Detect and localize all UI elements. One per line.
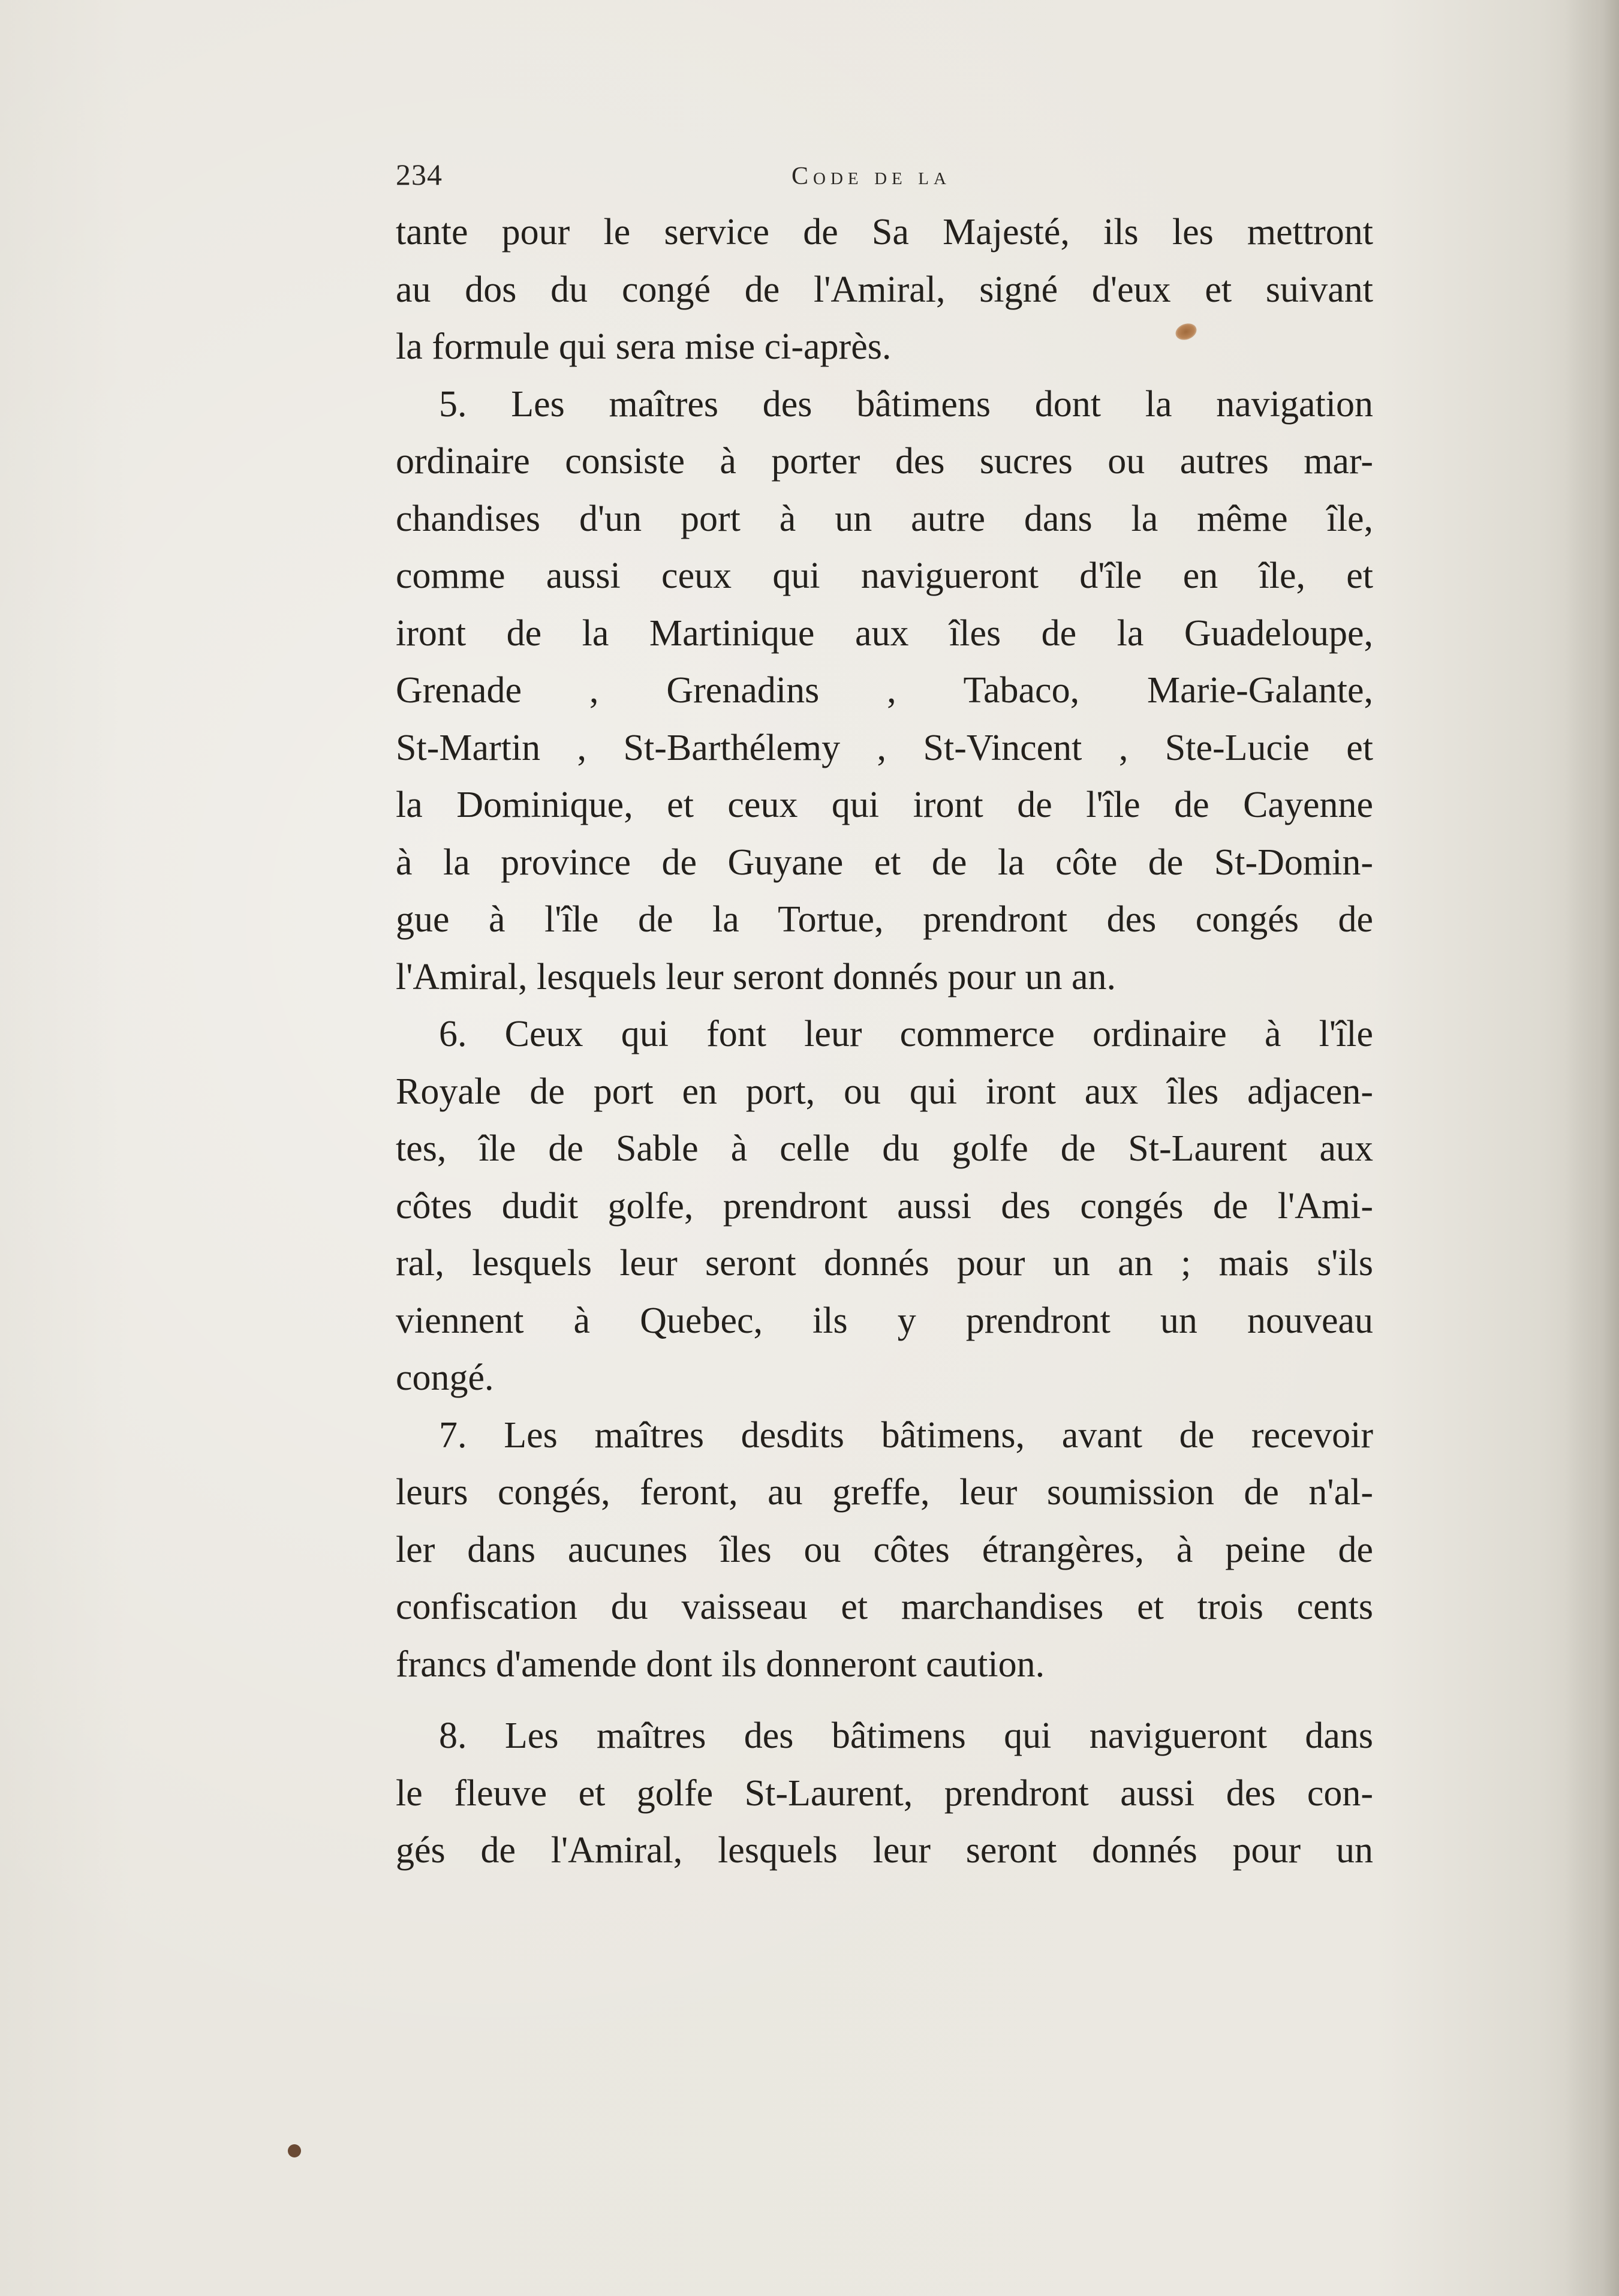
- text-line: Grenade , Grenadins , Tabaco, Marie-Galante,: [396, 670, 1373, 711]
- body-text: [396, 204, 1373, 1880]
- text-line: côtes dudit golfe, prendront aussi des congés de l'Ami-: [396, 1185, 1373, 1227]
- text-line: chandises d'un port à un autre dans la même île,: [396, 498, 1373, 539]
- paper-spot: [288, 2144, 301, 2157]
- text-line: 7. Les maîtres desdits bâtimens, avant de recevoir: [439, 1414, 1373, 1456]
- text-line: au dos du congé de l'Amiral, signé d'eux et suivant: [396, 269, 1373, 310]
- text-line: viennent à Quebec, ils y prendront un nouveau: [396, 1300, 1373, 1341]
- text-line: 5. Les maîtres des bâtimens dont la navigation: [439, 383, 1373, 425]
- text-line: gés de l'Amiral, lesquels leur seront donnés pour un: [396, 1830, 1373, 1871]
- text-line: ordinaire consiste à porter des sucres ou autres mar-: [396, 441, 1373, 482]
- text-line: l'Amiral, lesquels leur seront donnés pour un an.: [396, 956, 1116, 997]
- text-line: 8. Les maîtres des bâtimens qui navigueront dans: [439, 1715, 1373, 1756]
- text-line: la Dominique, et ceux qui iront de l'île de Cayenne: [396, 785, 1373, 825]
- text-line: ral, lesquels leur seront donnés pour un an ; mais s'ils: [396, 1243, 1373, 1284]
- text-line: ler dans aucunes îles ou côtes étrangères, à peine de: [396, 1529, 1373, 1570]
- text-line: à la province de Guyane et de la côte de St-Domin-: [396, 842, 1373, 883]
- text-line: francs d'amende dont ils donneront caution.: [396, 1643, 1045, 1685]
- text-line: iront de la Martinique aux îles de la Guadeloupe,: [396, 612, 1373, 654]
- text-line: comme aussi ceux qui navigueront d'île en île, et: [396, 555, 1373, 596]
- text-line: le fleuve et golfe St-Laurent, prendront aussi des con-: [396, 1772, 1373, 1814]
- text-line: leurs congés, feront, au greffe, leur soumission de n'al-: [396, 1472, 1373, 1513]
- text-line: tes, île de Sable à celle du golfe de St-Laurent aux: [396, 1128, 1373, 1169]
- page-edge-shadow: [1565, 0, 1619, 2296]
- running-title: Code de la: [792, 163, 951, 190]
- text-line: tante pour le service de Sa Majesté, ils les mettront: [396, 212, 1373, 253]
- paragraph-gap: [396, 1693, 1373, 1708]
- text-line: Royale de port en port, ou qui iront aux îles adjacen-: [396, 1071, 1373, 1112]
- text-line: la formule qui sera mise ci-après.: [396, 326, 892, 367]
- text-line: congé.: [396, 1357, 494, 1398]
- text-line: confiscation du vaisseau et marchandises et trois cents: [396, 1586, 1373, 1627]
- text-line: St-Martin , St-Barthélemy , St-Vincent , Ste-Lucie et: [396, 727, 1373, 768]
- text-line: 6. Ceux qui font leur commerce ordinaire à l'île: [439, 1014, 1373, 1054]
- page-header: [396, 157, 1379, 205]
- page-number: 234: [396, 158, 443, 191]
- text-line: gue à l'île de la Tortue, prendront des congés de: [396, 899, 1373, 940]
